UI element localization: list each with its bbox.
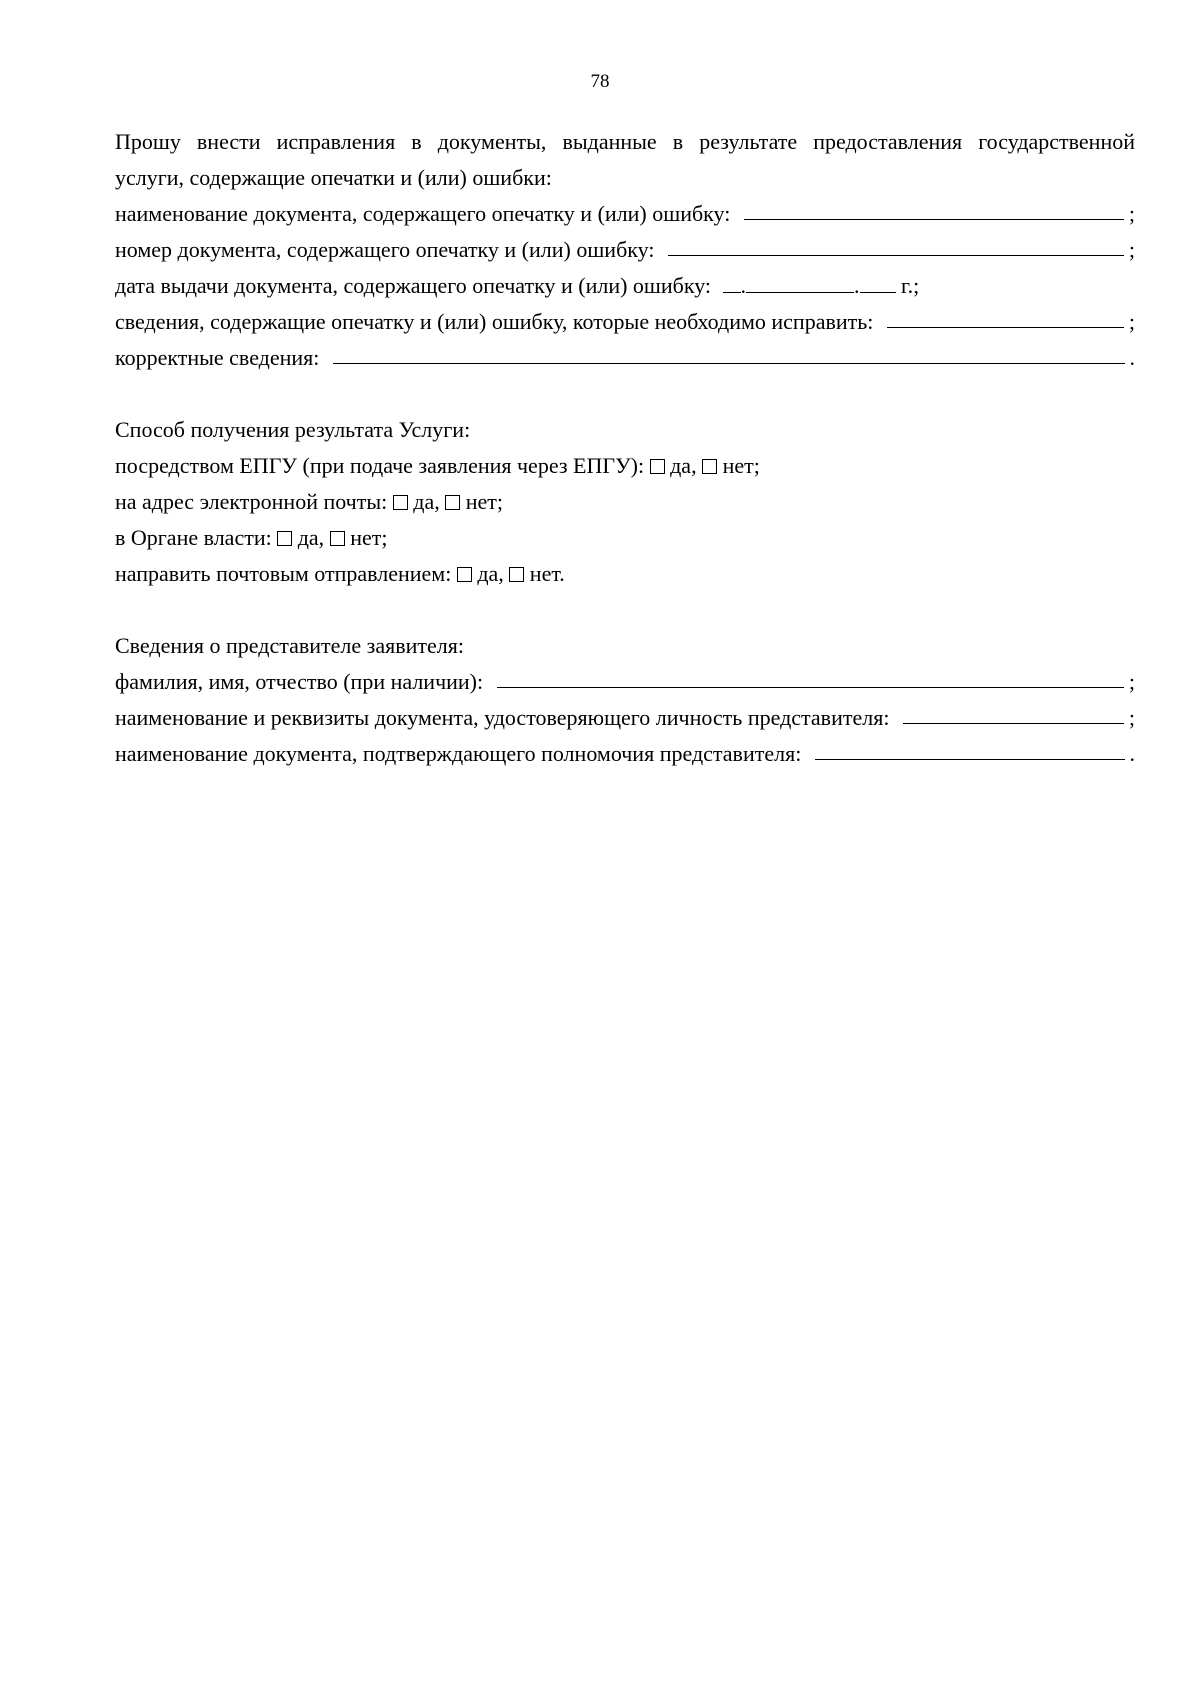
issue-date-row [115,268,1135,304]
yes-label: да, [413,489,440,514]
delivery-option-authority [115,520,1135,556]
delivery-heading: Способ получения результата Услуги: [115,417,471,442]
delivery-option-label: посредством ЕПГУ (при подаче заявления через ЕПГУ): [115,453,645,478]
correct-info-row [115,340,1135,376]
doc-name-end: ; [1128,201,1135,226]
rep-authority-doc-row [115,736,1135,772]
correct-info-end: . [1129,345,1135,370]
checkbox-no[interactable] [445,495,460,510]
delivery-option-mail [115,556,1135,592]
correct-info-field[interactable] [333,362,1124,364]
delivery-option-label: на адрес электронной почты: [115,489,388,514]
rep-fullname-label: фамилия, имя, отчество (при наличии): [115,669,484,694]
corrections-intro-line-2: услуги, содержащие опечатки и (или) ошибки: [115,165,552,190]
doc-name-label: наименование документа, содержащего опечатку и (или) ошибку: [115,201,731,226]
representative-heading: Сведения о представителе заявителя: [115,633,464,658]
issue-date-sep-1: . [740,273,747,298]
rep-id-doc-field[interactable] [903,722,1123,724]
no-label: нет; [350,525,388,550]
issue-date-year-field[interactable] [860,291,896,293]
wrong-info-label: сведения, содержащие опечатку и (или) ошибку, которые необходимо исправить: [115,309,874,334]
rep-id-doc-row [115,700,1135,736]
delivery-option-label: в Органе власти: [115,525,272,550]
doc-name-row [115,196,1135,232]
rep-authority-doc-label: наименование документа, подтверждающего полномочия представителя: [115,741,802,766]
corrections-intro-line-1: Прошу внести исправления в документы, выданные в результате предоставления государственной [115,129,1135,154]
delivery-option-label: направить почтовым отправлением: [115,561,452,586]
page-number: 78 [590,71,610,92]
checkbox-yes[interactable] [650,459,665,474]
issue-date-day-field[interactable] [723,291,741,293]
rep-fullname-end: ; [1128,669,1135,694]
checkbox-yes[interactable] [393,495,408,510]
doc-number-field[interactable] [668,254,1123,256]
rep-fullname-row [115,664,1135,700]
wrong-info-end: ; [1128,309,1135,334]
doc-number-row [115,232,1135,268]
checkbox-no[interactable] [702,459,717,474]
yes-label: да, [670,453,697,478]
checkbox-yes[interactable] [457,567,472,582]
doc-name-field[interactable] [744,218,1124,220]
yes-label: да, [297,525,325,550]
issue-date-sep-2: . [854,273,860,298]
section-gap [115,592,1135,628]
no-label: нет. [529,561,565,586]
checkbox-no[interactable] [509,567,524,582]
doc-number-end: ; [1128,237,1135,262]
rep-authority-doc-field[interactable] [815,758,1124,760]
doc-number-label: номер документа, содержащего опечатку и (или) ошибку: [115,237,655,262]
issue-date-month-field[interactable] [746,291,854,293]
checkbox-no[interactable] [330,531,345,546]
rep-id-doc-end: ; [1128,705,1135,730]
rep-id-doc-label: наименование и реквизиты документа, удостоверяющего личность представителя: [115,705,890,730]
no-label: нет; [722,453,760,478]
rep-fullname-field[interactable] [497,686,1124,688]
section-gap [115,376,1135,412]
issue-date-label: дата выдачи документа, содержащего опечатку и (или) ошибку: [115,273,712,298]
issue-date-suffix: г.; [901,273,920,298]
wrong-info-field[interactable] [887,326,1123,328]
checkbox-yes[interactable] [277,531,292,546]
correct-info-label: корректные сведения: [115,345,320,370]
rep-authority-doc-end: . [1129,741,1135,766]
delivery-option-epgu [115,448,1135,484]
wrong-info-row [115,304,1135,340]
delivery-option-email [115,484,1135,520]
yes-label: да, [477,561,504,586]
form-content [115,124,1135,772]
no-label: нет; [465,489,503,514]
